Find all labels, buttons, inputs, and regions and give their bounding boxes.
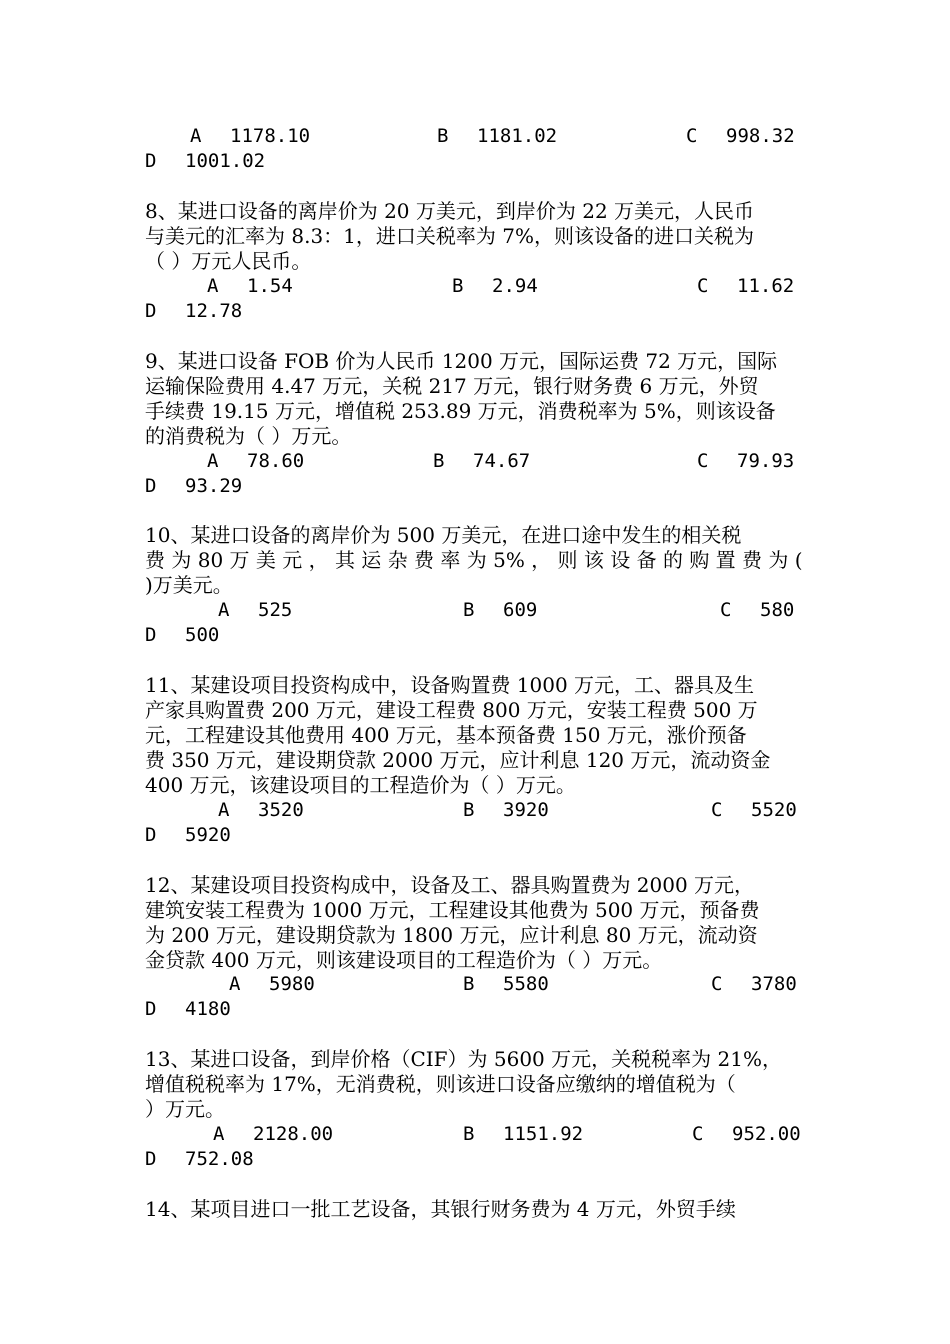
question-11-line-3: 元，工程建设其他费用 400 万元，基本预备费 150 万元，涨价预备 <box>145 723 747 747</box>
option-c: C 11.62 <box>697 275 795 297</box>
option-c: C 5520 <box>711 799 797 821</box>
question-8-line-1: 8、某进口设备的离岸价为 20 万美元，到岸价为 22 万美元，人民币 <box>145 199 755 223</box>
question-11-line-5: 400 万元，该建设项目的工程造价为（ ）万元。 <box>145 773 576 797</box>
option-c: C 580 <box>720 599 795 621</box>
option-a: A 1.54 <box>207 275 293 297</box>
option-b: B 5580 <box>463 973 549 995</box>
option-c: C 952.00 <box>692 1123 801 1145</box>
question-8-line-2: 与美元的汇率为 8.3：1，进口关税率为 7%，则该设备的进口关税为 <box>145 224 754 248</box>
question-12-line-3: 为 200 万元，建设期贷款为 1800 万元，应计利息 80 万元，流动资 <box>145 923 758 947</box>
option-d: D 12.78 <box>145 300 243 322</box>
option-b: B 3920 <box>463 799 549 821</box>
option-d: D 1001.02 <box>145 150 266 172</box>
option-b: B 2.94 <box>452 275 538 297</box>
option-a: A 3520 <box>218 799 304 821</box>
question-10-line-3: )万美元。 <box>145 573 233 597</box>
question-10-line-1: 10、某进口设备的离岸价为 500 万美元，在进口途中发生的相关税 <box>145 523 742 547</box>
option-c: C 998.32 <box>686 125 795 147</box>
option-d: D 752.08 <box>145 1148 254 1170</box>
option-b: B 74.67 <box>433 450 531 472</box>
option-d: D 93.29 <box>145 475 243 497</box>
option-a: A 2128.00 <box>213 1123 334 1145</box>
option-c: C 3780 <box>711 973 797 995</box>
option-b: B 1181.02 <box>437 125 558 147</box>
question-12-line-2: 建筑安装工程费为 1000 万元，工程建设其他费为 500 万元，预备费 <box>145 898 760 922</box>
option-b: B 609 <box>463 599 538 621</box>
option-a: A 5980 <box>229 973 315 995</box>
option-b: B 1151.92 <box>463 1123 584 1145</box>
question-9-line-3: 手续费 19.15 万元，增值税 253.89 万元，消费税率为 5%，则该设备 <box>145 399 776 423</box>
question-9-line-1: 9、某进口设备 FOB 价为人民币 1200 万元，国际运费 72 万元，国际 <box>145 349 778 373</box>
question-11-line-4: 费 350 万元，建设期贷款 2000 万元，应计利息 120 万元，流动资金 <box>145 748 771 772</box>
question-12-line-4: 金贷款 400 万元，则该建设项目的工程造价为（ ）万元。 <box>145 948 663 972</box>
question-13-line-3: ）万元。 <box>145 1097 225 1121</box>
question-11-line-1: 11、某建设项目投资构成中，设备购置费 1000 万元，工、器具及生 <box>145 673 755 697</box>
option-a: A 78.60 <box>207 450 305 472</box>
option-a: A 525 <box>218 599 293 621</box>
option-d: D 500 <box>145 624 220 646</box>
question-13-line-2: 增值税税率为 17%，无消费税，则该进口设备应缴纳的增值税为（ <box>145 1072 736 1096</box>
option-d: D 5920 <box>145 824 231 846</box>
option-d: D 4180 <box>145 998 231 1020</box>
question-13-line-1: 13、某进口设备，到岸价格（CIF）为 5600 万元，关税税率为 21%， <box>145 1047 782 1071</box>
question-14-line-1: 14、某项目进口一批工艺设备，其银行财务费为 4 万元，外贸手续 <box>145 1197 736 1221</box>
question-10-line-2: 费 为 80 万 美 元 ， 其 运 杂 费 率 为 5% ， 则 该 设 备 的 购 置 费 为 ( <box>145 548 803 572</box>
option-a: A 1178.10 <box>190 125 311 147</box>
question-12-line-1: 12、某建设项目投资构成中，设备及工、器具购置费为 2000 万元， <box>145 873 755 897</box>
question-8-line-3: （ ）万元人民币。 <box>145 249 312 273</box>
question-11-line-2: 产家具购置费 200 万元，建设工程费 800 万元，安装工程费 500 万 <box>145 698 758 722</box>
question-9-line-4: 的消费税为（ ）万元。 <box>145 424 352 448</box>
question-9-line-2: 运输保险费用 4.47 万元，关税 217 万元，银行财务费 6 万元，外贸 <box>145 374 759 398</box>
option-c: C 79.93 <box>697 450 795 472</box>
